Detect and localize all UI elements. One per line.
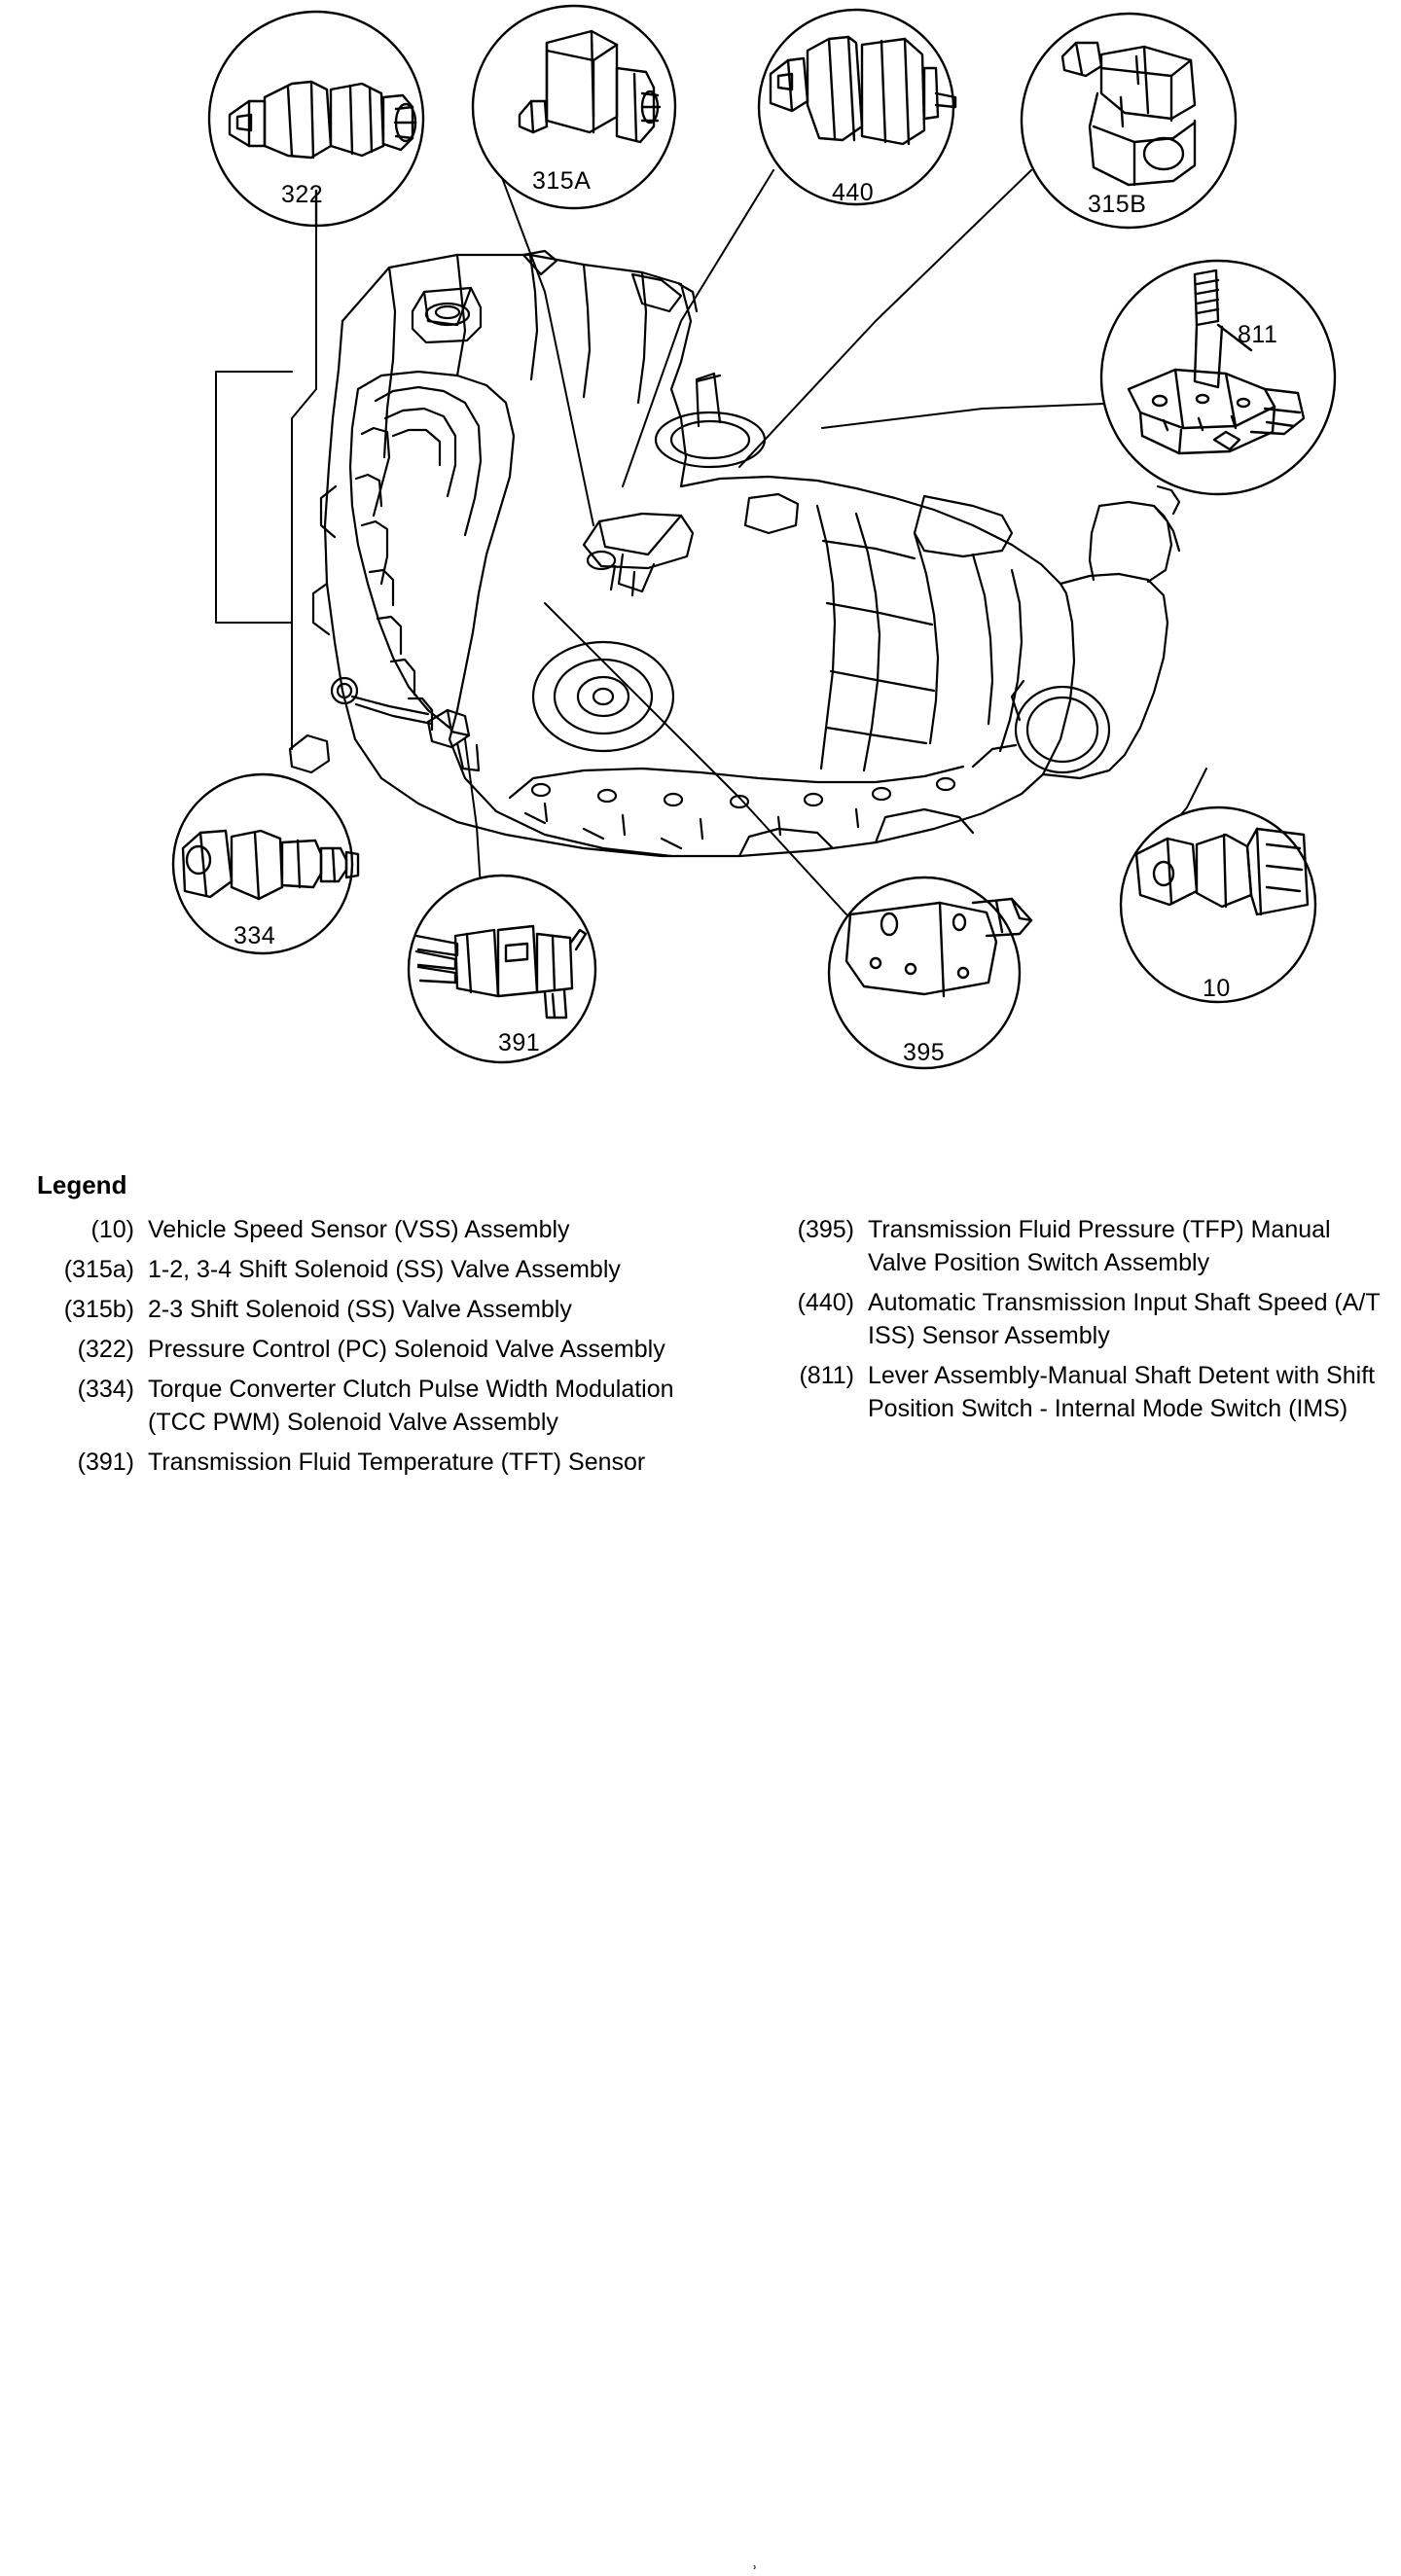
callout-label-334: 334: [234, 922, 276, 949]
legend-item: [39, 1253, 720, 1286]
callout-label-440: 440: [832, 179, 875, 206]
callout-label-811: 811: [1238, 321, 1278, 348]
callout-label-395: 395: [903, 1039, 946, 1066]
stray-ink-mark: ˒: [751, 2551, 759, 2575]
legend-item-number: (440): [797, 1289, 854, 1316]
legend-item-description: Torque Converter Clutch Pulse Width Modulation (TCC PWM) Solenoid Valve Assembly: [148, 1376, 674, 1436]
legend-item-description: Pressure Control (PC) Solenoid Valve Assembly: [148, 1336, 665, 1363]
callout-label-322: 322: [281, 181, 324, 208]
legend-item-description: Automatic Transmission Input Shaft Speed (A/T ISS) Sensor Assembly: [868, 1289, 1381, 1349]
diagram-illustration: [0, 0, 1401, 1148]
callout-label-315b: 315B: [1088, 191, 1147, 218]
legend-item-number: (391): [77, 1449, 134, 1476]
legend-item-description: 2-3 Shift Solenoid (SS) Valve Assembly: [148, 1296, 572, 1323]
callout-label-10: 10: [1203, 975, 1231, 1002]
legend-item: [759, 1213, 1382, 1279]
legend-item-number: (395): [797, 1216, 854, 1243]
legend-item: [39, 1293, 720, 1326]
legend-title: Legend: [37, 1170, 127, 1199]
legend-item-description: Vehicle Speed Sensor (VSS) Assembly: [148, 1216, 570, 1243]
legend-item-number: (322): [77, 1336, 134, 1363]
legend-item: [39, 1373, 720, 1439]
legend-item: [39, 1213, 720, 1246]
legend-item: [759, 1286, 1382, 1352]
legend-column-left: [39, 1213, 720, 1485]
legend-item-description: Transmission Fluid Pressure (TFP) Manual Valve Position Switch Assembly: [868, 1216, 1331, 1276]
legend-column-right: [759, 1213, 1382, 1432]
legend-item-number: (811): [799, 1362, 854, 1389]
legend-item-number: (315b): [63, 1296, 134, 1323]
legend-item: [759, 1359, 1382, 1425]
callout-label-315a: 315A: [532, 167, 592, 195]
callout-label-391: 391: [498, 1029, 541, 1056]
transmission-diagram: [0, 0, 1401, 1148]
legend: [0, 1153, 1401, 2575]
legend-item-number: (315a): [63, 1256, 134, 1283]
legend-item: [39, 1446, 720, 1479]
legend-item: [39, 1333, 720, 1366]
legend-item-description: Transmission Fluid Temperature (TFT) Sensor: [148, 1449, 646, 1476]
legend-item-description: 1-2, 3-4 Shift Solenoid (SS) Valve Assembly: [148, 1256, 621, 1283]
legend-item-number: (10): [90, 1216, 134, 1243]
legend-item-number: (334): [77, 1376, 134, 1403]
legend-item-description: Lever Assembly-Manual Shaft Detent with Shift Position Switch - Internal Mode Switch (IMS): [868, 1362, 1376, 1422]
